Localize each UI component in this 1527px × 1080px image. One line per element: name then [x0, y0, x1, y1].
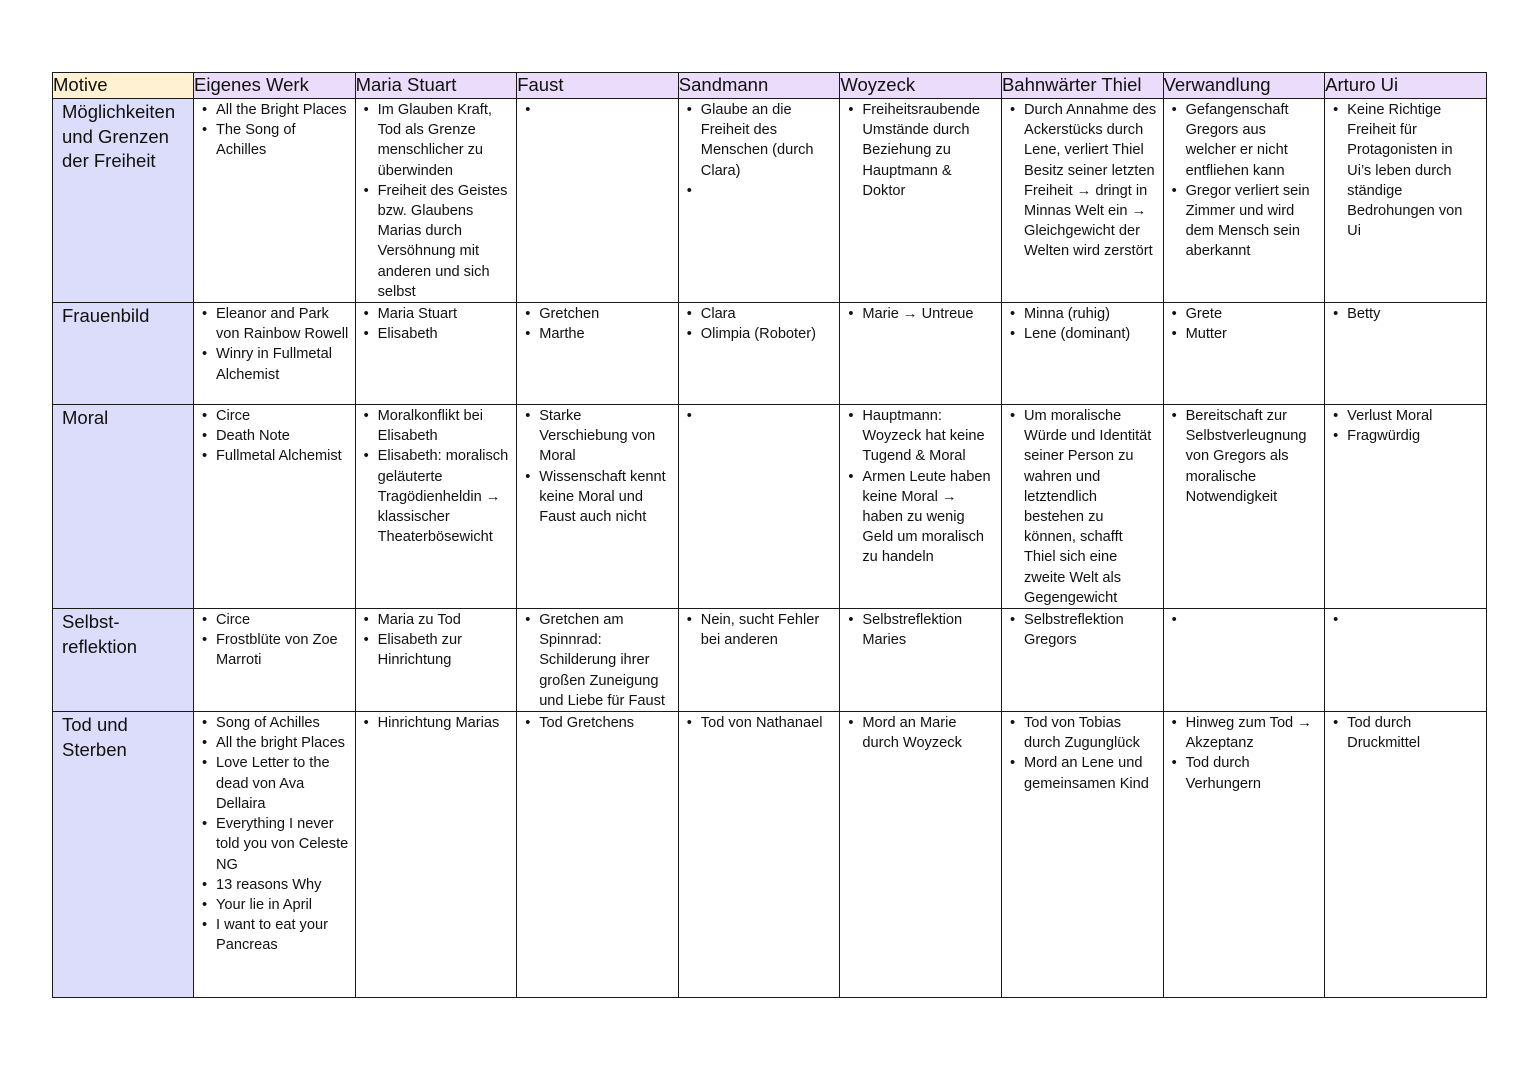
list-item: • Gretchen: [525, 304, 672, 324]
cell-frauenbild-bahnwaerter-thiel: [1001, 303, 1163, 405]
list-item: • Elisabeth: [364, 324, 511, 344]
cell-moral-eigenes-werk: [194, 405, 356, 609]
bullet-list: [1325, 609, 1486, 610]
list-item: • Marthe: [525, 324, 672, 344]
bullet-list: [1164, 303, 1325, 344]
cell-tod-und-sterben-woyzeck: [840, 712, 1002, 998]
list-item: • Love Letter to the dead von Ava Dellaira: [202, 753, 349, 814]
list-item: • Um moralische Würde und Identität seiner Person zu wahren und letztendlich bestehen zu können, schafft Thiel sich eine zweite Welt als Gegengewicht: [1010, 406, 1157, 608]
list-item: • Gretchen am Spinnrad: Schilderung ihrer großen Zuneigung und Liebe für Faust: [525, 610, 672, 711]
bullet-list: [840, 405, 1001, 568]
bullet-list: [1164, 405, 1325, 507]
row-header-frauenbild: Frauenbild: [53, 303, 194, 405]
list-item: • Im Glauben Kraft, Tod als Grenze menschlicher zu überwinden: [364, 100, 511, 181]
list-item: • Bereitschaft zur Selbstverleugnung von Gregors als moralische Notwendigkeit: [1172, 406, 1319, 507]
bullet-list: [517, 609, 678, 711]
bullet-list: [194, 712, 355, 955]
list-item: • Minna (ruhig): [1010, 304, 1157, 324]
cell-frauenbild-maria-stuart: [355, 303, 517, 405]
cell-tod-und-sterben-sandmann: [678, 712, 840, 998]
cell-freiheit-sandmann: [678, 99, 840, 303]
cell-selbstreflektion-faust: [517, 609, 679, 712]
cell-freiheit-maria-stuart: [355, 99, 517, 303]
cell-moral-sandmann: [678, 405, 840, 609]
bullet-list: [1325, 99, 1486, 241]
list-item: • Selbstreflektion Gregors: [1010, 610, 1157, 650]
table-row-tod-und-sterben: [53, 712, 1487, 998]
cell-frauenbild-verwandlung: [1163, 303, 1325, 405]
cell-moral-arturo-ui: [1325, 405, 1487, 609]
bullet-list: [356, 303, 517, 344]
row-header-freiheit: Möglichkeiten und Grenzen der Freiheit: [53, 99, 194, 303]
list-item: • Fragwürdig: [1333, 426, 1480, 446]
cell-moral-verwandlung: [1163, 405, 1325, 609]
header-motive: Motive: [53, 73, 194, 99]
bullet-list: [1002, 303, 1163, 344]
header-row: [53, 73, 1487, 99]
bullet-list: [679, 712, 840, 733]
list-item: • Verlust Moral: [1333, 406, 1480, 426]
cell-selbstreflektion-bahnwaerter-thiel: [1001, 609, 1163, 712]
list-item: • Tod durch Verhungern: [1172, 753, 1319, 793]
cell-freiheit-faust: [517, 99, 679, 303]
list-item: • All the bright Places: [202, 733, 349, 753]
list-item: • Frostblüte von Zoe Marroti: [202, 630, 349, 670]
bullet-list: [356, 405, 517, 547]
cell-tod-und-sterben-bahnwaerter-thiel: [1001, 712, 1163, 998]
list-item: • Freiheitsraubende Umstände durch Beziehung zu Hauptmann & Doktor: [848, 100, 995, 201]
cell-frauenbild-eigenes-werk: [194, 303, 356, 405]
list-item: • Marie → Untreue: [848, 304, 995, 324]
table-row-freiheit: [53, 99, 1487, 303]
bullet-list: [840, 99, 1001, 201]
bullet-list: [1325, 712, 1486, 753]
list-item: • Circe: [202, 406, 349, 426]
list-item: • Mutter: [1172, 324, 1319, 344]
bullet-list: [840, 303, 1001, 324]
list-item: • Keine Richtige Freiheit für Protagonisten in Ui’s leben durch ständige Bedrohungen von Ui: [1333, 100, 1480, 241]
cell-selbstreflektion-sandmann: [678, 609, 840, 712]
cell-freiheit-verwandlung: [1163, 99, 1325, 303]
cell-selbstreflektion-arturo-ui: [1325, 609, 1487, 712]
list-item: • Hauptmann: Woyzeck hat keine Tugend & Moral: [848, 406, 995, 467]
list-item: • All the Bright Places: [202, 100, 349, 120]
cell-selbstreflektion-verwandlung: [1163, 609, 1325, 712]
cell-freiheit-bahnwaerter-thiel: [1001, 99, 1163, 303]
bullet-list: [1002, 712, 1163, 794]
bullet-list: [679, 99, 840, 181]
cell-frauenbild-woyzeck: [840, 303, 1002, 405]
list-item: • Betty: [1333, 304, 1480, 324]
list-item: • Armen Leute haben keine Moral → haben zu wenig Geld um moralisch zu handeln: [848, 467, 995, 568]
table-row-frauenbild: [53, 303, 1487, 405]
bullet-list: [194, 609, 355, 671]
bullet-list: [356, 99, 517, 302]
list-item: • I want to eat your Pancreas: [202, 915, 349, 955]
list-item: • Tod Gretchens: [525, 713, 672, 733]
bullet-list: [517, 712, 678, 733]
cell-tod-und-sterben-arturo-ui: [1325, 712, 1487, 998]
list-item: • Eleanor and Park von Rainbow Rowell: [202, 304, 349, 344]
list-item: • Nein, sucht Fehler bei anderen: [687, 610, 834, 650]
list-item: • Song of Achilles: [202, 713, 349, 733]
cell-freiheit-woyzeck: [840, 99, 1002, 303]
list-item: • Freiheit des Geistes bzw. Glaubens Marias durch Versöhnung mit anderen und sich selbst: [364, 181, 511, 302]
cell-freiheit-eigenes-werk: [194, 99, 356, 303]
list-item: • Hinweg zum Tod → Akzeptanz: [1172, 713, 1319, 753]
list-item: • Death Note: [202, 426, 349, 446]
header-bahnwaerter-thiel: Bahnwärter Thiel: [1001, 73, 1163, 99]
list-item: • Circe: [202, 610, 349, 630]
cell-selbstreflektion-woyzeck: [840, 609, 1002, 712]
list-item: • Mord an Lene und gemeinsamen Kind: [1010, 753, 1157, 793]
bullet-list: [1164, 609, 1325, 610]
header-verwandlung: Verwandlung: [1163, 73, 1325, 99]
list-item: • Moralkonflikt bei Elisabeth: [364, 406, 511, 446]
cell-tod-und-sterben-verwandlung: [1163, 712, 1325, 998]
bullet-list: [679, 609, 840, 650]
cell-frauenbild-faust: [517, 303, 679, 405]
bullet-list: [1164, 712, 1325, 794]
list-item: • Tod durch Druckmittel: [1333, 713, 1480, 753]
list-item: • Gregor verliert sein Zimmer und wird dem Mensch sein aberkannt: [1172, 181, 1319, 262]
list-item: • Maria Stuart: [364, 304, 511, 324]
list-item: • Olimpia (Roboter): [687, 324, 834, 344]
bullet-list: [356, 712, 517, 733]
list-item: • Winry in Fullmetal Alchemist: [202, 344, 349, 384]
cell-frauenbild-arturo-ui: [1325, 303, 1487, 405]
list-item: • Lene (dominant): [1010, 324, 1157, 344]
bullet-list: [517, 405, 678, 527]
cell-tod-und-sterben-faust: [517, 712, 679, 998]
cell-moral-maria-stuart: [355, 405, 517, 609]
bullet-list: [1002, 609, 1163, 650]
cell-freiheit-arturo-ui: [1325, 99, 1487, 303]
list-item: • Durch Annahme des Ackerstücks durch Lene, verliert Thiel Besitz seiner letzten Freiheit → dringt in Minnas Welt ein → Gleichgewicht der Welten wird zerstört: [1010, 100, 1157, 262]
list-item: • Clara: [687, 304, 834, 324]
bullet-list: [840, 712, 1001, 753]
cell-frauenbild-sandmann: [678, 303, 840, 405]
list-item: • Tod von Tobias durch Zugunglück: [1010, 713, 1157, 753]
cell-tod-und-sterben-eigenes-werk: [194, 712, 356, 998]
bullet-list: [1164, 99, 1325, 262]
table-row-selbstreflektion: [53, 609, 1487, 712]
bullet-list: [356, 609, 517, 671]
bullet-list: [517, 303, 678, 344]
bullet-list: [194, 303, 355, 385]
motive-comparison-table: [52, 72, 1487, 998]
header-maria-stuart: Maria Stuart: [355, 73, 517, 99]
bullet-list: [679, 405, 840, 406]
list-item: • Gefangenschaft Gregors aus welcher er nicht entfliehen kann: [1172, 100, 1319, 181]
bullet-list: [1002, 99, 1163, 262]
cell-selbstreflektion-eigenes-werk: [194, 609, 356, 712]
cell-tod-und-sterben-maria-stuart: [355, 712, 517, 998]
table-row-moral: [53, 405, 1487, 609]
list-item: • Glaube an die Freiheit des Menschen (durch Clara): [687, 100, 834, 181]
bullet-list: [840, 609, 1001, 650]
list-item: • Hinrichtung Marias: [364, 713, 511, 733]
list-item: • The Song of Achilles: [202, 120, 349, 160]
list-item: • Wissenschaft kennt keine Moral und Faust auch nicht: [525, 467, 672, 528]
list-item: • Elisabeth: moralisch geläuterte Tragödienheldin → klassischer Theaterbösewicht: [364, 446, 511, 547]
row-header-tod-und-sterben: Tod und Sterben: [53, 712, 194, 998]
bullet-list: [1325, 303, 1486, 324]
bullet-list: [194, 405, 355, 467]
header-sandmann: Sandmann: [678, 73, 840, 99]
list-item: • Maria zu Tod: [364, 610, 511, 630]
header-arturo-ui: Arturo Ui: [1325, 73, 1487, 99]
bullet-list: [679, 303, 840, 344]
list-item: • Mord an Marie durch Woyzeck: [848, 713, 995, 753]
list-item: • Fullmetal Alchemist: [202, 446, 349, 466]
header-woyzeck: Woyzeck: [840, 73, 1002, 99]
bullet-list: [1002, 405, 1163, 608]
bullet-list: [1325, 405, 1486, 446]
cell-selbstreflektion-maria-stuart: [355, 609, 517, 712]
header-eigenes-werk: Eigenes Werk: [194, 73, 356, 99]
header-faust: Faust: [517, 73, 679, 99]
cell-moral-woyzeck: [840, 405, 1002, 609]
row-header-moral: Moral: [53, 405, 194, 609]
list-item: • 13 reasons Why: [202, 875, 349, 895]
cell-moral-faust: [517, 405, 679, 609]
list-item: • Starke Verschiebung von Moral: [525, 406, 672, 467]
bullet-list: [517, 99, 678, 100]
list-item: • Grete: [1172, 304, 1319, 324]
row-header-selbstreflektion: Selbst-reflektion: [53, 609, 194, 712]
list-item: • Everything I never told you von Celeste NG: [202, 814, 349, 875]
list-item: • Tod von Nathanael: [687, 713, 834, 733]
list-item: • Selbstreflektion Maries: [848, 610, 995, 650]
list-item: • Your lie in April: [202, 895, 349, 915]
cell-moral-bahnwaerter-thiel: [1001, 405, 1163, 609]
list-item: • Elisabeth zur Hinrichtung: [364, 630, 511, 670]
bullet-list: [194, 99, 355, 161]
